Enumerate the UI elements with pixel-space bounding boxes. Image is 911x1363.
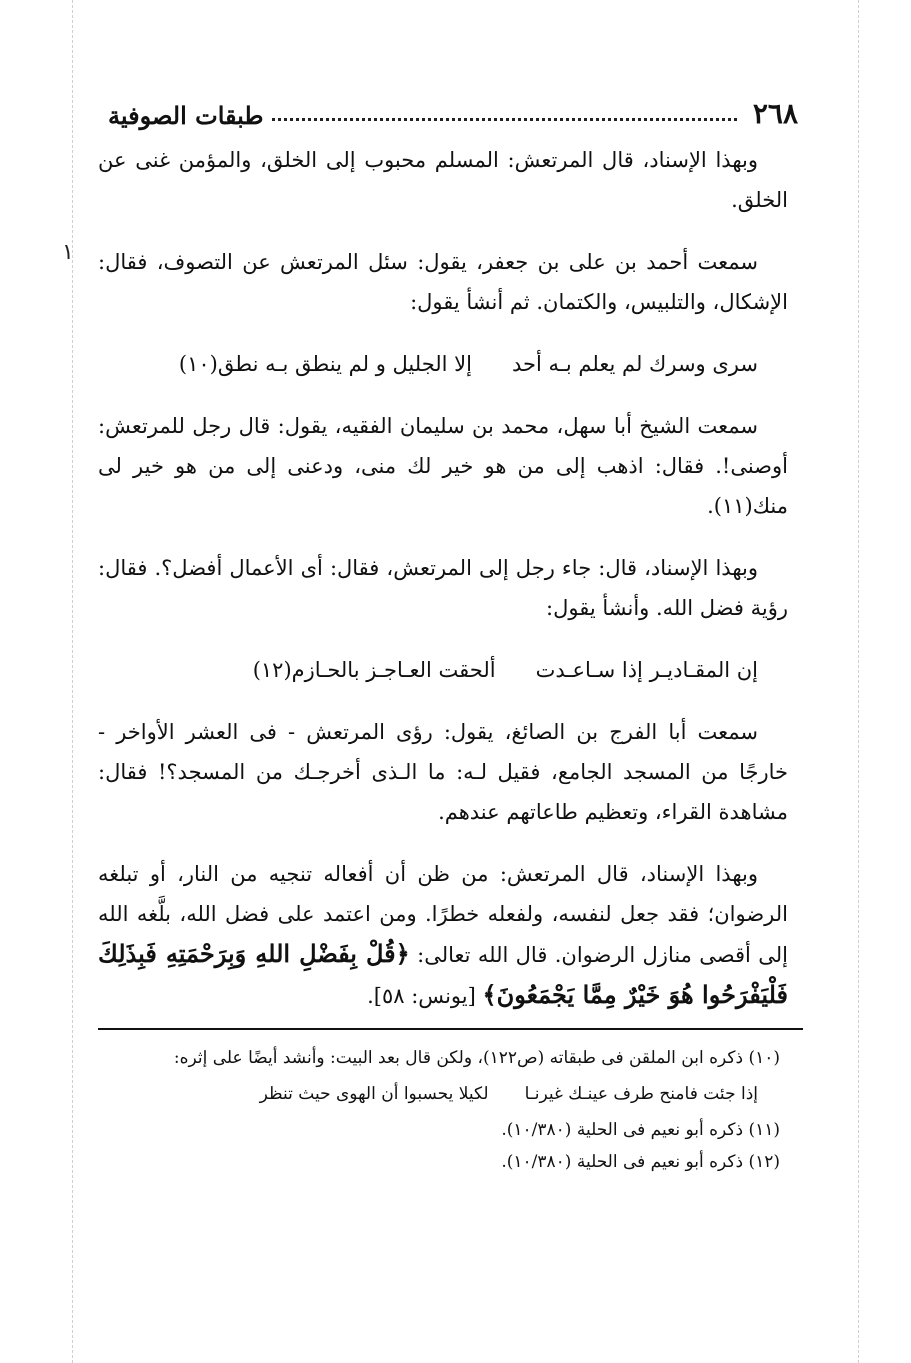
paragraph-1: وبهذا الإسناد، قال المرتعش: المسلم محبوب إلى الخلق، والمؤمن غنى عن الخلق. <box>98 148 788 212</box>
quran-reference: [يونس: ٥٨]. <box>367 984 476 1008</box>
paragraph-2: سمعت أحمد بن على بن جعفر، يقول: سئل المرتعش عن التصوف، فقال: الإشكال، والتلبيس، والكتمان. ثم أنشأ يقول: <box>98 250 788 314</box>
scan-edge-left <box>72 0 73 1363</box>
verse-2-second-hemistich: ألحقت العـاجـز بالحـازم(١٢) <box>252 658 496 682</box>
verse-1 <box>98 344 788 384</box>
footnote-separator <box>98 1028 803 1030</box>
footnote-10-verse <box>98 1078 788 1110</box>
margin-mark: ١ <box>62 240 74 265</box>
paragraph-3: سمعت الشيخ أبا سهل، محمد بن سليمان الفقيه، يقول: قال رجل للمرتعش: أوصنى!. فقال: اذهب إلى من هو خير لك منى، ودعنى إلى من هو خير لى منك(١١). <box>98 414 788 518</box>
paragraph-6 <box>98 854 788 1016</box>
paragraph-6-text: وبهذا الإسناد، قال المرتعش: من ظن أن أفعاله تنجيه من النار، أو تبلغه الرضوان؛ فقد جعل لنفسه، ولفعله خطرًا. ومن اعتمد على فضل الله، بلَّغه الله إلى أقصى منازل الرضوان. قال الله تعالى: <box>98 862 789 967</box>
page-number: ٢٦٨ <box>752 97 798 130</box>
paragraph-5: سمعت أبا الفرج بن الصائغ، يقول: رؤى المرتعش - فى العشر الأواخر - خارجًا من المسجد الجامع، فقيل لـه: ما الـذى أخرجـك من المسجد؟! فقال: مشاهدة القراء، وتعظيم طاعاتهم عندهم. <box>98 720 788 824</box>
page-header <box>108 90 798 130</box>
quran-quote: ﴿قُلْ بِفَضْلِ اللهِ وَبِرَحْمَتِهِ فَبِذَلِكَ فَلْيَفْرَحُوا هُوَ خَيْرٌ مِمَّا يَجْمَعُونَ﴾ <box>98 939 788 1009</box>
footnote-12: (١٢) ذكره أبو نعيم فى الحلية (١٠/٣٨٠). <box>501 1152 780 1172</box>
footnote-verse-second-hemistich: لكيلا يحسبوا أن الهوى حيث تنظر <box>259 1084 489 1104</box>
verse-2 <box>98 650 788 690</box>
running-title: طبقات الصوفية <box>108 101 264 130</box>
footnote-10: (١٠) ذكره ابن الملقن فى طبقاته (ص١٢٢)، ولكن قال بعد البيت: وأنشد أيضًا على إثره: <box>173 1048 780 1068</box>
verse-1-second-hemistich: إلا الجليل و لم ينطق بـه نطق(١٠) <box>178 352 472 376</box>
main-text <box>98 140 788 1038</box>
paragraph-4: وبهذا الإسناد، قال: جاء رجل إلى المرتعش، فقال: أى الأعمال أفضل؟. فقال: رؤية فضل الله. وأنشأ يقول: <box>98 556 788 620</box>
header-leader-dots <box>272 118 737 121</box>
footnote-11: (١١) ذكره أبو نعيم فى الحلية (١٠/٣٨٠). <box>501 1120 780 1140</box>
verse-1-first-hemistich: سرى وسرك لم يعلم بـه أحد <box>511 352 758 376</box>
footnote-verse-first-hemistich: إذا جئت فامنح طرف عينـك غيرنـا <box>524 1084 758 1104</box>
verse-2-first-hemistich: إن المقـاديـر إذا سـاعـدت <box>535 658 758 682</box>
footnotes <box>98 1042 788 1178</box>
scan-edge-right <box>858 0 859 1363</box>
